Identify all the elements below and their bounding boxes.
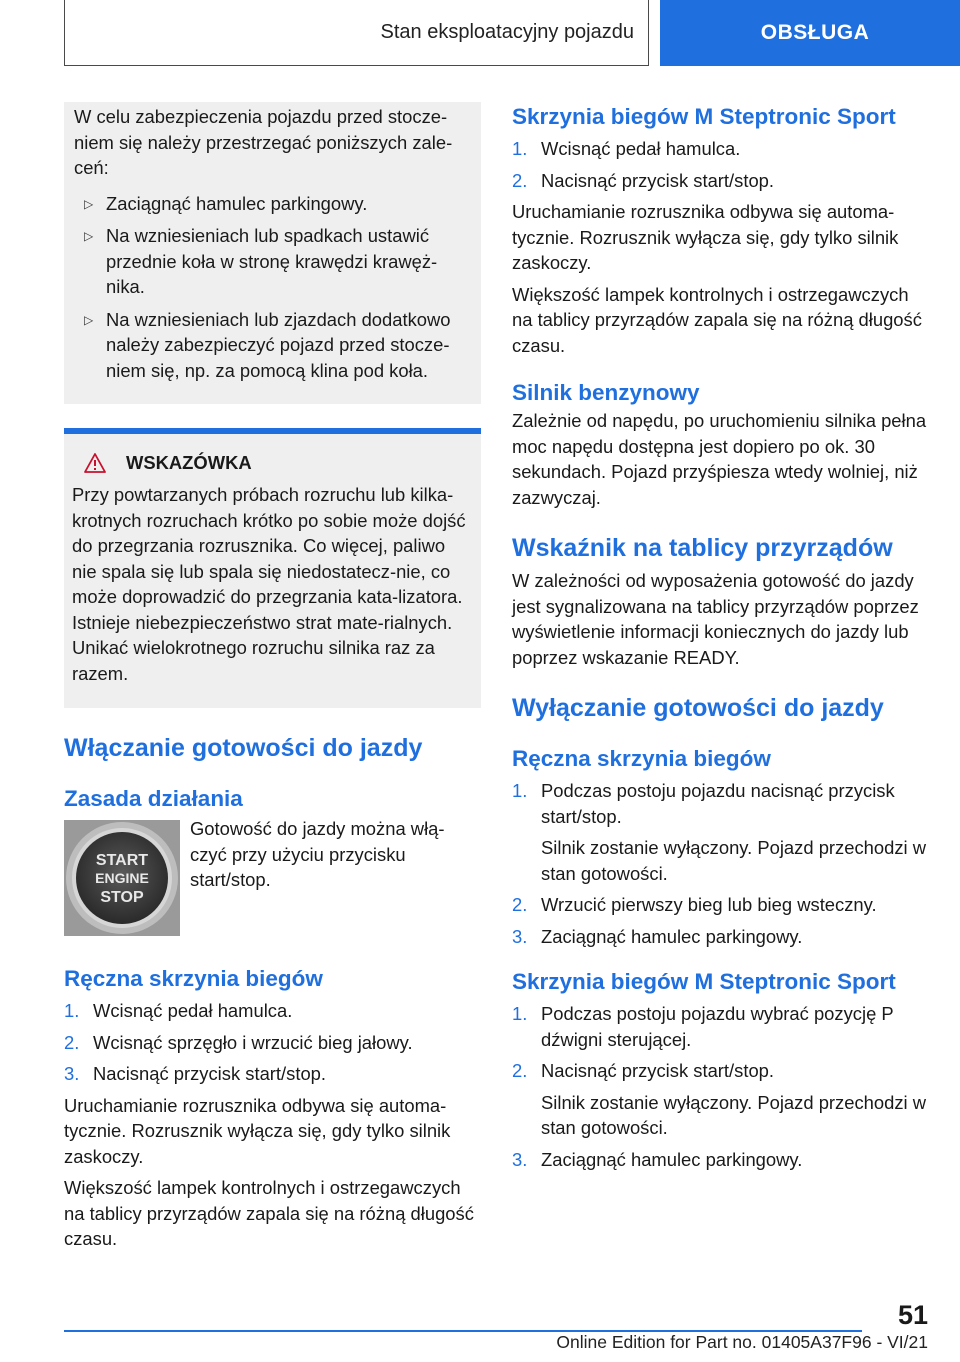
triangle-bullet-icon: ▷ xyxy=(84,229,94,243)
list-item: 2. Wrzucić pierwszy bieg lub bieg wsteczny. xyxy=(512,894,877,915)
heading-enable-drive-ready: Włączanie gotowości do jazdy xyxy=(64,734,423,762)
header-section-tab xyxy=(64,0,649,66)
list-item: ▷ Na wzniesieniach lub spadkach ustawić przednie koła w stronę krawędzi krawęż-nika. xyxy=(84,225,438,297)
warning-triangle-icon xyxy=(84,453,106,473)
list-item: 2. Nacisnąć przycisk start/stop. xyxy=(512,169,775,191)
list-item: 2. Wcisnąć sprzęgło i wrzucić bieg jałowy. xyxy=(64,1031,413,1053)
page-number: 51 xyxy=(897,1300,928,1330)
paragraph: Większość lampek kontrolnych i ostrzegawczych na tablicy przyrządów zapala się na różną długość czasu. xyxy=(512,283,922,356)
warning-text: Przy powtarzanych próbach rozruchu lub kilka-krotnych rozruchach krótko po sobie może dojść do przegrzania rozrusznika. Co więcej, paliwo nie spala się lub spala się niedostatecz-nie, co może doprowadzić do przegrzania kata-lizatora. Istnieje niebezpieczeństwo strat mate-rialnych. Unikać wielokrotnego rozruchu silnika raz za razem. xyxy=(72,484,466,684)
steptronic-off-steps xyxy=(512,1001,930,1172)
header-section-title: Stan eksploatacyjny pojazdu xyxy=(380,21,634,43)
list-item: 3. Nacisnąć przycisk start/stop. xyxy=(64,1063,327,1084)
securing-vehicle-box xyxy=(64,102,481,404)
list-item: ▷ Zaciągnąć hamulec parkingowy. xyxy=(74,191,471,217)
list-item: 1. Wcisnąć pedał hamulca. xyxy=(512,138,741,159)
principle-section xyxy=(64,820,481,936)
heading-manual-gearbox: Ręczna skrzynia biegów xyxy=(64,966,323,991)
right-column xyxy=(512,102,930,1178)
button-label-line-3: STOP xyxy=(100,889,144,906)
button-label-line-2: ENGINE xyxy=(95,870,149,886)
indicator-text: W zależności od wyposażenia gotowość do jazdy jest sygnalizowana na tablicy przyrządów poprzez wyświetlenie informacji koniecznych do jazdy lub poprzez wskazanie READY. xyxy=(512,570,919,668)
heading-petrol-engine: Silnik benzynowy xyxy=(512,380,700,405)
list-item: ▷ Na wzniesieniach lub zjazdach dodatkowo należy zabezpieczyć pojazd przed stocze-niem się, np. za pomocą klina pod koła. xyxy=(84,308,451,381)
manual-start-notes xyxy=(64,1093,481,1252)
list-item: 1. Wcisnąć pedał hamulca. xyxy=(64,1000,293,1021)
securing-intro: W celu zabezpieczenia pojazdu przed stocze-niem się należy przestrzegać poniższych zale-ceń: xyxy=(74,106,453,178)
steptronic-start-notes xyxy=(512,199,930,358)
heading-principle: Zasada działania xyxy=(64,786,243,811)
heading-steptronic: Skrzynia biegów M Steptronic Sport xyxy=(512,104,896,129)
heading-disable-drive-ready: Wyłączanie gotowości do jazdy xyxy=(512,694,884,722)
button-label-line-1: START xyxy=(95,852,149,869)
triangle-bullet-icon: ▷ xyxy=(84,196,94,211)
left-column xyxy=(64,102,481,1258)
list-item: 3. Zaciągnąć hamulec parkingowy. xyxy=(512,1148,803,1170)
list-item: 1. Podczas postoju pojazdu wybrać pozycję P dźwigni sterującej. xyxy=(512,1003,894,1050)
header-chapter-badge: OBSŁUGA xyxy=(660,0,960,66)
warning-title: WSKAZÓWKA xyxy=(72,452,471,474)
list-item: 2. Nacisnąć przycisk start/stop. Silnik zostanie wyłączony. Pojazd przechodzi w stan gotowości. xyxy=(512,1060,927,1138)
heading-instrument-indicator: Wskaźnik na tablicy przyrządów xyxy=(512,534,893,562)
heading-manual-gearbox-off: Ręczna skrzynia biegów xyxy=(512,746,771,771)
triangle-bullet-icon: ▷ xyxy=(84,312,94,327)
principle-text: Gotowość do jazdy można włą-czyć przy użyciu przycisku start/stop. xyxy=(190,818,445,890)
list-item: 3. Zaciągnąć hamulec parkingowy. xyxy=(512,925,803,947)
securing-list xyxy=(74,191,471,384)
manual-start-steps xyxy=(64,998,481,1087)
heading-steptronic-off: Skrzynia biegów M Steptronic Sport xyxy=(512,969,896,994)
footer-edition: Online Edition for Part no. 01405A37F96 - VI/21 xyxy=(556,1332,928,1352)
manual-off-steps xyxy=(512,778,930,949)
page-header xyxy=(0,0,960,66)
start-stop-button-image xyxy=(64,820,180,936)
paragraph: Uruchamianie rozrusznika odbywa się automa-tycznie. Rozrusznik wyłącza się, gdy tylko silnik zaskoczy. xyxy=(512,201,899,273)
steptronic-start-steps xyxy=(512,136,930,193)
paragraph: Większość lampek kontrolnych i ostrzegawczych na tablicy przyrządów zapala się na różną długość czasu. xyxy=(64,1177,474,1249)
petrol-text: Zależnie od napędu, po uruchomieniu silnika pełna moc napędu dostępna jest dopiero po ok. 30 sekundach. Pojazd przyśpiesza wtedy wolniej, niż zazwyczaj. xyxy=(512,410,927,508)
start-engine-stop-button-icon xyxy=(64,820,180,936)
paragraph: Uruchamianie rozrusznika odbywa się automa-tycznie. Rozrusznik wyłącza się, gdy tylko silnik zaskoczy. xyxy=(64,1094,451,1167)
list-item: 1. Podczas postoju pojazdu nacisnąć przycisk start/stop. Silnik zostanie wyłączony. Pojazd przechodzi w stan gotowości. xyxy=(512,780,927,884)
warning-box xyxy=(64,428,481,708)
